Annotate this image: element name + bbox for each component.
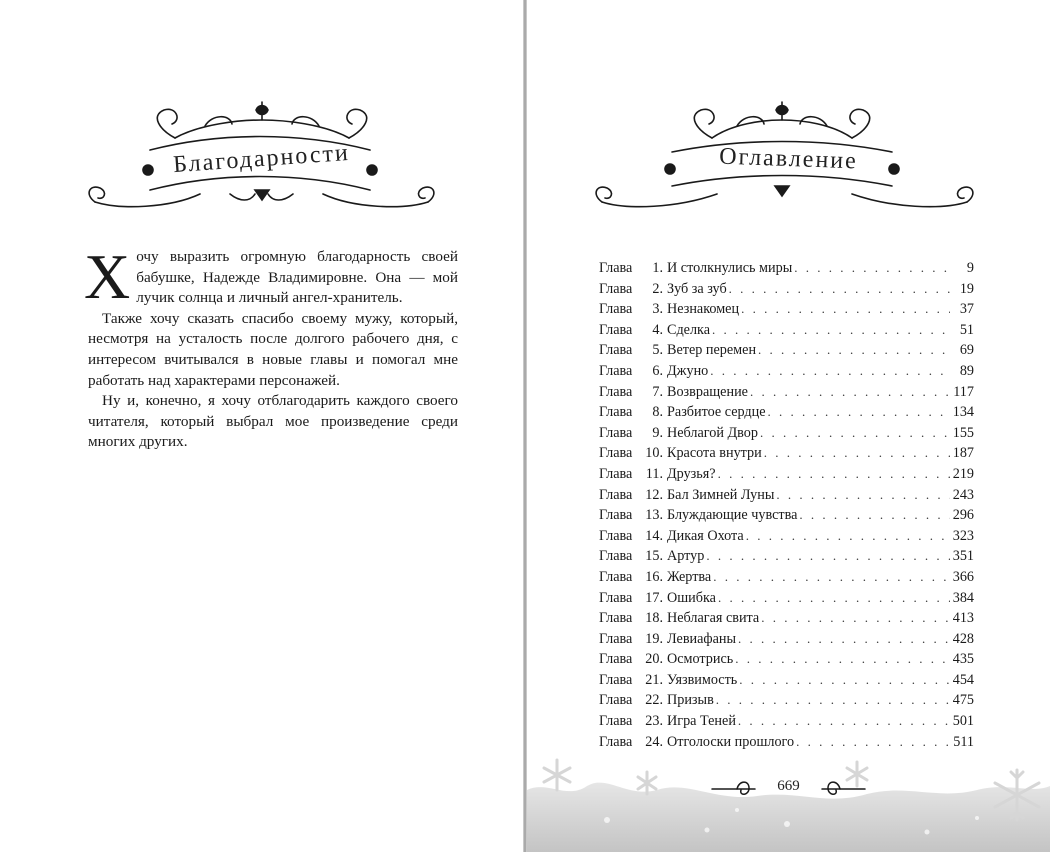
toc-chapter-title: Зуб за зуб [667,280,727,297]
toc-page-number: 296 [952,507,974,524]
toc-page-number: 454 [952,671,974,688]
toc-chapter-number: 8. [652,404,663,421]
toc-page-number: 155 [952,424,974,441]
toc-entry [599,404,974,425]
toc-chapter-word: Глава [599,321,633,338]
toc-chapter-number: 1. [652,260,663,276]
toc-chapter-title: Незнакомец [667,301,740,318]
toc-chapter-word: Глава [599,630,633,647]
toc-chapter-title: Игра Теней [667,713,736,730]
page-number [527,778,1050,795]
toc-leader-dots [718,466,950,482]
toc-chapter-title: Дикая Охота [667,527,744,544]
toc-entry [599,569,974,590]
toc-leader-dots [735,651,950,667]
toc-chapter-word: Глава [599,527,633,544]
toc-page-number: 323 [952,527,974,544]
toc-chapter-number: 2. [652,280,663,297]
toc-leader-dots [768,404,950,420]
toc-chapter-title: Левиафаны [667,630,737,647]
right-page [527,0,1050,852]
toc-leader-dots [750,384,950,400]
snow-decoration-icon [527,750,1050,852]
toc-page-number: 9 [966,260,974,276]
toc-chapter-word: Глава [599,280,633,297]
toc-page-number: 69 [959,342,974,359]
toc-chapter-word: Глава [599,568,633,585]
toc-entry [599,301,974,322]
toc-entry [599,610,974,631]
toc-leader-dots [738,631,950,647]
toc-page-number: 351 [952,548,974,565]
toc-page-number: 511 [953,733,974,750]
toc-chapter-title: Сделка [667,321,711,338]
toc-chapter-title: Ветер перемен [667,342,757,359]
toc-leader-dots [713,569,950,585]
toc-entry [599,281,974,302]
toc-chapter-word: Глава [599,424,633,441]
toc-leader-dots [741,301,950,317]
toc-chapter-number: 21. [645,671,663,688]
toc-chapter-word: Глава [599,342,633,359]
toc-chapter-number: 18. [645,610,663,627]
toc-chapter-word: Глава [599,733,633,750]
toc-entry [599,466,974,487]
toc-leader-dots [794,260,950,276]
toc-leader-dots [796,734,950,750]
toc-chapter-word: Глава [599,713,633,730]
toc-entry [599,384,974,405]
acknowledgements-heading: Благодарности [172,139,351,179]
toc-chapter-number: 23. [645,713,663,730]
toc-leader-dots [776,487,950,503]
toc-entry [599,672,974,693]
toc-page-number: 413 [952,610,974,627]
toc-chapter-word: Глава [599,651,633,668]
toc-entry [599,260,974,281]
toc-page-number: 187 [952,445,974,462]
toc-entry [599,548,974,569]
toc-chapter-word: Глава [599,383,633,400]
toc-chapter-number: 9. [652,424,663,441]
toc-entry [599,528,974,549]
toc-chapter-word: Глава [599,589,633,606]
toc-leader-dots [799,507,950,523]
toc-leader-dots [761,610,950,626]
toc-chapter-title: Неблагой Двор [667,424,758,441]
toc-chapter-number: 24. [645,733,663,750]
toc-chapter-title: Бал Зимней Луны [667,486,775,503]
toc-chapter-number: 4. [652,321,663,338]
ack-paragraph-3: Ну и, конечно, я хочу отблагодарить каждого своего читателя, который выбрал мое произведение среди многих других. [88,392,458,451]
page-number-value: 669 [777,778,800,794]
toc-chapter-word: Глава [599,671,633,688]
toc-leader-dots [760,425,950,441]
toc-chapter-title: Блуждающие чувства [667,507,798,524]
toc-chapter-number: 16. [645,568,663,585]
toc-entry [599,507,974,528]
left-page [0,0,523,852]
ack-paragraph-2: Также хочу сказать спасибо своему мужу, который, несмотря на усталость после долгого рабочего дня, с интересом вчитывался в новые главы и помогал мне работать над характерами персонажей. [88,309,458,389]
toc-chapter-title: Разбитое сердце [667,404,766,421]
toc-chapter-title: Осмотрись [667,651,734,668]
toc-heading-ornament [527,90,1050,230]
toc-page-number: 134 [952,404,974,421]
toc-chapter-number: 5. [652,342,663,359]
toc-entry [599,425,974,446]
toc-chapter-number: 14. [645,527,663,544]
toc-chapter-number: 7. [652,383,663,400]
acknowledgements-text [84,241,458,453]
toc-page-number: 19 [959,280,974,297]
toc-page-number: 89 [959,362,974,379]
drop-cap: Х [84,241,131,312]
toc-chapter-number: 17. [645,589,663,606]
toc-chapter-number: 22. [645,692,663,709]
toc-chapter-word: Глава [599,610,633,627]
toc-page-number: 37 [959,301,974,318]
toc-page-number: 117 [953,383,974,400]
toc-chapter-number: 19. [645,630,663,647]
toc-chapter-number: 15. [645,548,663,565]
toc-leader-dots [729,281,950,297]
toc-chapter-word: Глава [599,301,633,318]
toc-page-number: 219 [952,465,974,482]
toc-chapter-number: 6. [652,362,663,379]
table-of-contents [599,260,974,754]
toc-chapter-number: 20. [645,651,663,668]
toc-chapter-word: Глава [599,260,633,276]
toc-chapter-title: Неблагая свита [667,610,760,627]
toc-leader-dots [746,528,950,544]
toc-chapter-word: Глава [599,445,633,462]
toc-page-number: 435 [952,651,974,668]
toc-page-number: 384 [952,589,974,606]
toc-chapter-title: Призыв [667,692,714,709]
toc-chapter-title: Красота внутри [667,445,762,462]
toc-chapter-title: Артур [667,548,705,565]
toc-entry [599,445,974,466]
ack-paragraph-1 [84,241,458,312]
toc-chapter-number: 13. [645,507,663,524]
toc-chapter-title: Возвращение [667,383,748,400]
toc-chapter-word: Глава [599,507,633,524]
toc-leader-dots [738,713,950,729]
heading-ornament [0,90,523,230]
toc-entry [599,363,974,384]
toc-chapter-number: 12. [645,486,663,503]
toc-chapter-title: Джуно [667,362,709,379]
toc-chapter-word: Глава [599,362,633,379]
toc-leader-dots [712,322,950,338]
toc-page-number: 51 [959,321,974,338]
toc-chapter-title: Уязвимость [667,671,738,688]
toc-chapter-word: Глава [599,692,633,709]
toc-entry [599,342,974,363]
toc-chapter-word: Глава [599,465,633,482]
toc-leader-dots [739,672,950,688]
toc-entry [599,590,974,611]
toc-leader-dots [758,342,950,358]
toc-entry [599,487,974,508]
toc-chapter-title: И столкнулись миры [667,260,793,276]
toc-chapter-word: Глава [599,548,633,565]
toc-chapter-title: Друзья? [667,465,716,482]
toc-entry [599,651,974,672]
toc-chapter-word: Глава [599,486,633,503]
toc-page-number: 243 [952,486,974,503]
toc-chapter-number: 10. [645,445,663,462]
toc-entry [599,322,974,343]
toc-leader-dots [710,363,950,379]
toc-chapter-word: Глава [599,404,633,421]
toc-chapter-title: Жертва [667,568,712,585]
toc-leader-dots [764,445,950,461]
toc-leader-dots [718,590,950,606]
toc-heading: Оглавление [718,143,859,175]
toc-page-number: 428 [952,630,974,647]
toc-entry [599,713,974,734]
toc-chapter-title: Отголоски прошлого [667,733,795,750]
toc-chapter-title: Ошибка [667,589,716,606]
toc-page-number: 475 [952,692,974,709]
toc-chapter-number: 11. [645,465,663,482]
toc-entry [599,631,974,652]
ack-paragraph-1-text: очу выразить огромную благодарность своей бабушке, Надежде Владимировне. Она — мой лучик солнца и личный ангел-хранитель. [136,248,458,307]
toc-entry [599,692,974,713]
toc-chapter-number: 3. [652,301,663,318]
toc-leader-dots [716,692,950,708]
toc-leader-dots [706,548,950,564]
toc-page-number: 366 [952,568,974,585]
toc-page-number: 501 [952,713,974,730]
